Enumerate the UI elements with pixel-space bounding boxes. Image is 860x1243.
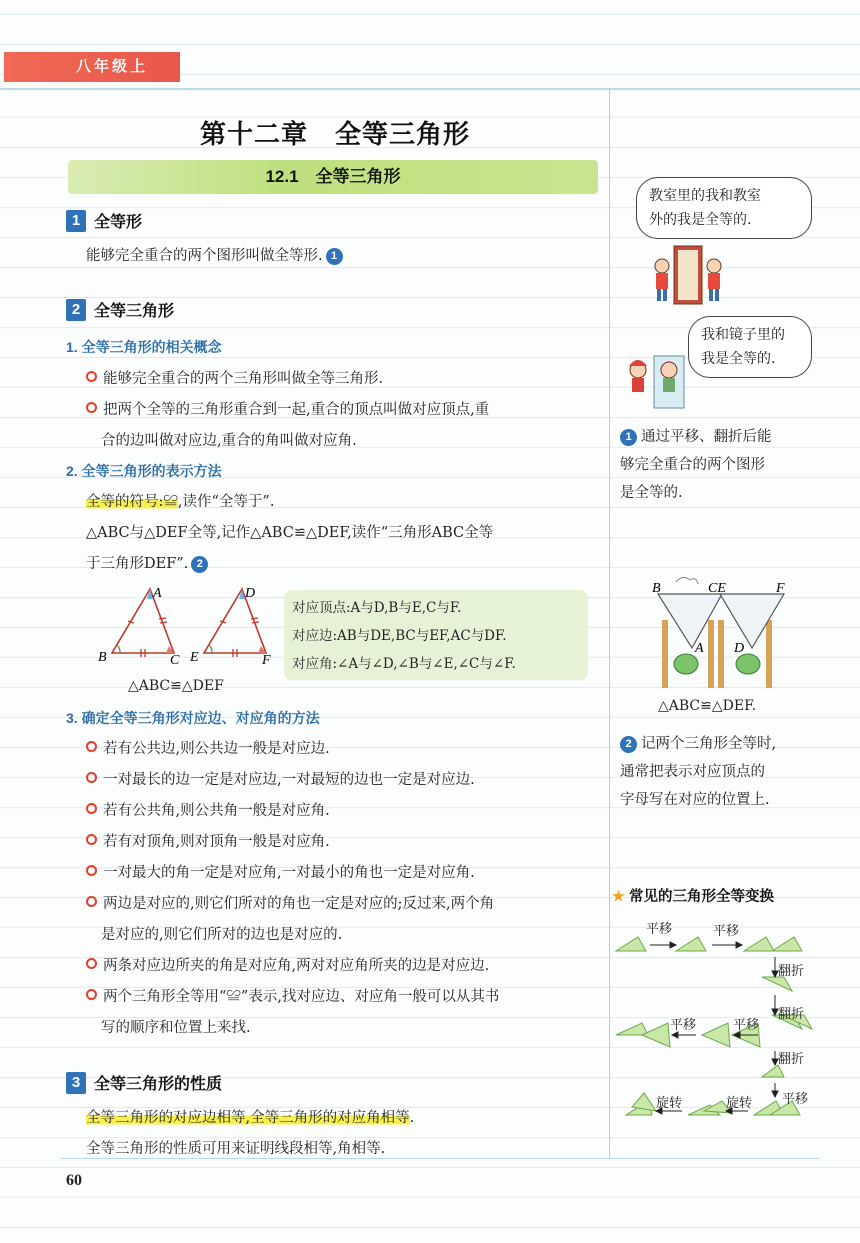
note-text: 通过平移、翻折后能 bbox=[641, 429, 772, 445]
bullet-item: 两个三角形全等用“≌”表示,找对应边、对应角一般可以从其书 bbox=[86, 987, 499, 1007]
corresponding-vertices: 对应顶点:A与D,B与E,C与F. bbox=[292, 600, 462, 616]
bullet-item: 若有公共角,则公共角一般是对应角. bbox=[86, 801, 330, 821]
bubble-line: 我是全等的. bbox=[701, 351, 776, 367]
notation-text: 于三角形DEF”. bbox=[86, 556, 189, 572]
label-c: C bbox=[170, 653, 180, 668]
bullet-item: 一对最长的边一定是对应边,一对最短的边也一定是对应边. bbox=[86, 770, 475, 790]
note-line bbox=[620, 423, 820, 451]
label-rotate: 旋转 bbox=[726, 1096, 753, 1111]
subheading-concepts: 1. 全等三角形的相关概念 bbox=[66, 339, 222, 355]
reflection-body bbox=[663, 378, 675, 392]
side-figure-caption: △ABC≌△DEF. bbox=[658, 698, 757, 714]
heading-congruent-figures bbox=[66, 209, 142, 232]
heading-text: 全等三角形 bbox=[94, 303, 175, 320]
property-usage: 全等三角形的性质可用来证明线段相等,角相等. bbox=[86, 1141, 386, 1157]
highlighted-text: 全等三角形的对应边相等,全等三角形的对应角相等 bbox=[86, 1110, 410, 1126]
child-head-icon bbox=[707, 259, 721, 273]
label-f: F bbox=[776, 581, 785, 596]
hat-icon bbox=[629, 360, 647, 366]
definition-sentence: 能够完全重合的两个图形叫做全等形. bbox=[86, 248, 323, 264]
label-flip: 翻折 bbox=[778, 964, 805, 979]
child-head-icon bbox=[655, 259, 669, 273]
definition-text bbox=[86, 246, 343, 266]
top-rule bbox=[0, 88, 860, 90]
triangle-shape bbox=[676, 937, 706, 951]
cloud-icon bbox=[676, 577, 698, 584]
label-translate: 平移 bbox=[713, 924, 740, 939]
label-d: D bbox=[245, 586, 256, 601]
angle-mark-e bbox=[209, 645, 212, 653]
bubble-line: 外的我是全等的. bbox=[649, 212, 752, 228]
tick-ac bbox=[159, 618, 166, 619]
label-a: A bbox=[695, 641, 704, 656]
note-line: 字母写在对应的位置上. bbox=[620, 792, 770, 808]
note-line: 通常把表示对应顶点的 bbox=[620, 764, 765, 780]
notation-line-1: △ABC与△DEF全等,记作△ABC≌△DEF,读作“三角形ABC全等 bbox=[86, 525, 494, 541]
bullet-item: 两边是对应的,则它们所对的角也一定是对应的;反过来,两个角 bbox=[86, 894, 494, 914]
reflection-head-icon bbox=[661, 362, 677, 378]
note-line bbox=[620, 730, 820, 758]
post-icon bbox=[718, 620, 724, 688]
bullet-continuation: 写的顺序和位置上来找. bbox=[101, 1020, 251, 1036]
grade-tab: 八年级上 bbox=[4, 52, 180, 82]
angle-mark-b bbox=[117, 645, 120, 653]
note-ref-badge: 1 bbox=[620, 429, 637, 446]
chapter-title: 第十二章 全等三角形 bbox=[199, 119, 470, 149]
note-ref-badge: 2 bbox=[620, 736, 637, 753]
tick-df bbox=[252, 622, 259, 623]
triangle-shape bbox=[762, 977, 792, 991]
frog-icon bbox=[674, 654, 698, 674]
bullet-item: 能够完全重合的两个三角形叫做全等三角形. bbox=[86, 369, 383, 389]
bubble-line: 教室里的我和教室 bbox=[649, 188, 761, 204]
heading-properties bbox=[66, 1071, 222, 1094]
label-rotate: 旋转 bbox=[656, 1096, 683, 1111]
bullet-item: 若有对顶角,则对顶角一般是对应角. bbox=[86, 832, 330, 852]
label-f: F bbox=[262, 653, 271, 668]
label-translate: 平移 bbox=[782, 1092, 809, 1107]
section-banner: 12.1 全等三角形 bbox=[68, 160, 598, 194]
highlighted-text: 全等的符号:≌ bbox=[86, 494, 178, 510]
notation-line-2 bbox=[86, 554, 208, 574]
child-body-icon bbox=[708, 273, 720, 289]
arrow-head bbox=[736, 942, 742, 948]
triangle-shape bbox=[702, 1023, 730, 1047]
arrow-head bbox=[772, 1091, 778, 1097]
triangle-def bbox=[204, 589, 266, 653]
classroom-door-illustration bbox=[648, 244, 728, 308]
heading-text: 全等三角形的性质 bbox=[94, 1076, 223, 1093]
bullet-item: 一对最大的角一定是对应角,一对最小的角也一定是对应角. bbox=[86, 863, 475, 883]
triangle-def bbox=[720, 594, 784, 648]
post-icon bbox=[662, 620, 668, 688]
corresponding-sides: 对应边:AB与DE,BC与EF,AC与DF. bbox=[292, 628, 507, 644]
triangle-shape bbox=[616, 937, 646, 951]
label-flip: 翻折 bbox=[778, 1052, 805, 1067]
post-icon bbox=[766, 620, 772, 688]
star-icon: ★ bbox=[612, 889, 625, 905]
arrow-head bbox=[670, 942, 676, 948]
frog-icon bbox=[736, 654, 760, 674]
speech-bubble-mirror bbox=[688, 316, 812, 378]
bullet-item: 把两个全等的三角形重合到一起,重合的顶点叫做对应顶点,重 bbox=[86, 400, 489, 420]
child-body-icon bbox=[656, 273, 668, 289]
bullet-item: 两条对应边所夹的角是对应角,两对对应角所夹的边是对应边. bbox=[86, 956, 489, 976]
door-panel bbox=[678, 250, 698, 300]
section-number-badge: 1 bbox=[66, 210, 86, 232]
label-b: B bbox=[652, 581, 661, 596]
note-text: 记两个三角形全等时, bbox=[641, 736, 777, 752]
bullet-item: 若有公共边,则公共边一般是对应边. bbox=[86, 739, 330, 759]
triangle-shape bbox=[744, 937, 774, 951]
speech-bubble-classroom bbox=[636, 177, 812, 239]
side-note-1 bbox=[620, 423, 820, 507]
label-flip: 翻折 bbox=[778, 1007, 805, 1022]
section-number-badge: 3 bbox=[66, 1072, 86, 1094]
punctuation: . bbox=[409, 1110, 415, 1126]
correspondence-box bbox=[284, 590, 588, 680]
note-line: 够完全重合的两个图形 bbox=[620, 457, 765, 473]
label-translate: 平移 bbox=[670, 1018, 697, 1033]
triangle-shape bbox=[642, 1023, 670, 1047]
tick-df bbox=[251, 618, 258, 619]
triangle-shape bbox=[772, 937, 802, 951]
label-translate: 平移 bbox=[646, 922, 673, 937]
label-ce: CE bbox=[708, 581, 726, 596]
tick-ac bbox=[160, 622, 167, 623]
child-leg bbox=[709, 289, 713, 301]
heading-text: 全等形 bbox=[94, 214, 143, 231]
bubble-line: 我和镜子里的 bbox=[701, 327, 785, 343]
child-leg bbox=[663, 289, 667, 301]
child-leg bbox=[657, 289, 661, 301]
subheading-notation: 2. 全等三角形的表示方法 bbox=[66, 463, 222, 479]
mirror-illustration bbox=[624, 352, 694, 412]
label-e: E bbox=[190, 650, 199, 665]
side-note-2 bbox=[620, 730, 820, 814]
page-number: 60 bbox=[66, 1172, 82, 1189]
subheading-methods: 3. 确定全等三角形对应边、对应角的方法 bbox=[66, 710, 320, 726]
corresponding-angles: 对应角:∠A与∠D,∠B与∠E,∠C与∠F. bbox=[292, 656, 516, 672]
symbol-reading: ,读作“全等于”. bbox=[177, 494, 275, 510]
post-icon bbox=[708, 620, 714, 688]
symbol-line bbox=[86, 492, 274, 512]
column-divider bbox=[609, 88, 610, 1158]
transformations-title bbox=[612, 885, 774, 906]
property-statement bbox=[86, 1108, 414, 1128]
label-d: D bbox=[734, 641, 745, 656]
bullet-continuation: 是对应的,则它们所对的边也是对应的. bbox=[101, 927, 343, 943]
note-line: 是全等的. bbox=[620, 485, 683, 501]
bullet-continuation: 合的边叫做对应边,重合的角叫做对应角. bbox=[101, 433, 357, 449]
label-a: A bbox=[153, 586, 162, 601]
child-body bbox=[632, 378, 644, 392]
frog-triangles-figure bbox=[640, 572, 810, 692]
section-number-badge: 2 bbox=[66, 299, 86, 321]
label-translate: 平移 bbox=[733, 1018, 760, 1033]
label-b: B bbox=[98, 650, 107, 665]
triangle-abc bbox=[112, 589, 174, 653]
child-leg bbox=[715, 289, 719, 301]
figure-caption: △ABC≌△DEF bbox=[128, 678, 224, 694]
title-text: 常见的三角形全等变换 bbox=[629, 889, 774, 905]
note-ref-2: 2 bbox=[191, 556, 208, 573]
note-ref-1: 1 bbox=[326, 248, 343, 265]
heading-congruent-triangles bbox=[66, 298, 174, 321]
triangle-shape bbox=[616, 1023, 648, 1035]
